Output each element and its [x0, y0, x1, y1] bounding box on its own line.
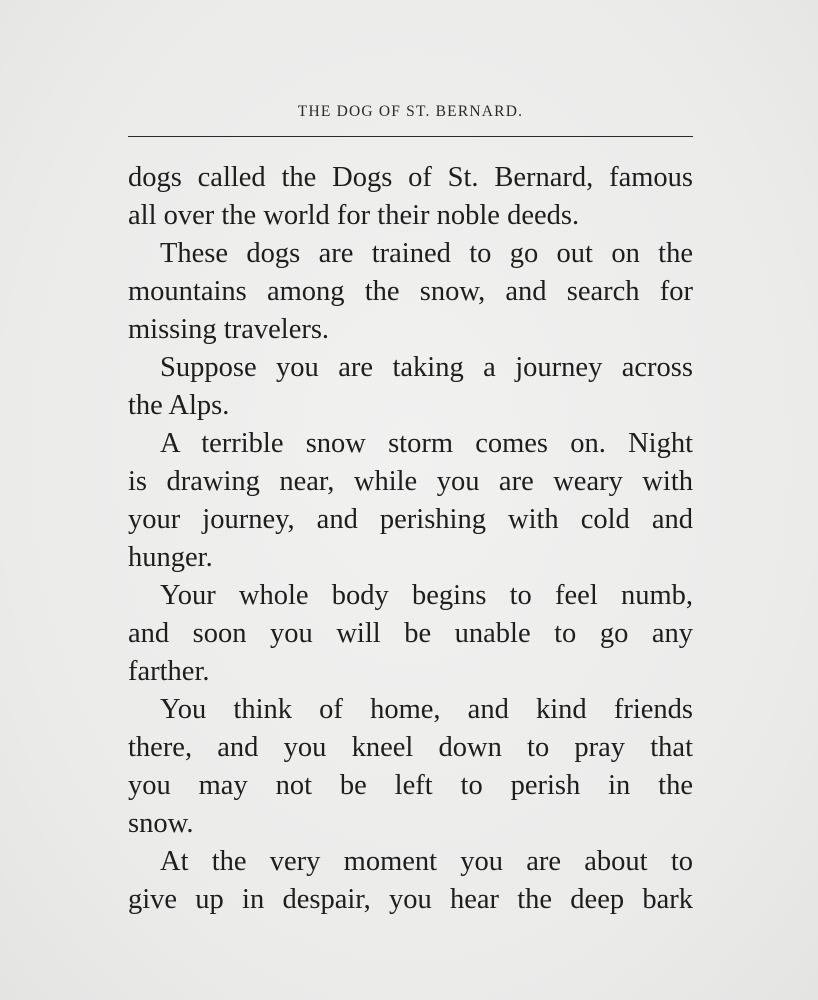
- text-line: farther.: [128, 656, 210, 687]
- text-line: is drawing near, while you are weary with: [128, 466, 693, 497]
- text-line: At the very moment you are about to: [160, 846, 693, 877]
- text-line: there, and you kneel down to pray that: [128, 732, 693, 763]
- text-line: snow.: [128, 808, 194, 839]
- text-line: all over the world for their noble deeds.: [128, 200, 580, 231]
- text-line: hunger.: [128, 542, 213, 573]
- text-line: mountains among the snow, and search for: [128, 276, 693, 307]
- body-text: [128, 159, 693, 919]
- text-line: dogs called the Dogs of St. Bernard, famous: [128, 162, 693, 193]
- text-line: Suppose you are taking a journey across: [160, 352, 693, 383]
- text-line: You think of home, and kind friends: [160, 694, 693, 725]
- text-line: Your whole body begins to feel numb,: [160, 580, 693, 611]
- text-line: and soon you will be unable to go any: [128, 618, 693, 649]
- text-line: you may not be left to perish in the: [128, 770, 693, 801]
- text-line: the Alps.: [128, 390, 230, 421]
- header-rule: [128, 136, 693, 137]
- text-line: A terrible snow storm comes on. Night: [160, 428, 693, 459]
- text-line: give up in despair, you hear the deep bark: [128, 884, 693, 915]
- text-line: These dogs are trained to go out on the: [160, 238, 693, 269]
- text-line: your journey, and perishing with cold and: [128, 504, 693, 535]
- text-line: missing travelers.: [128, 314, 330, 345]
- running-head: THE DOG OF ST. BERNARD.: [297, 103, 524, 120]
